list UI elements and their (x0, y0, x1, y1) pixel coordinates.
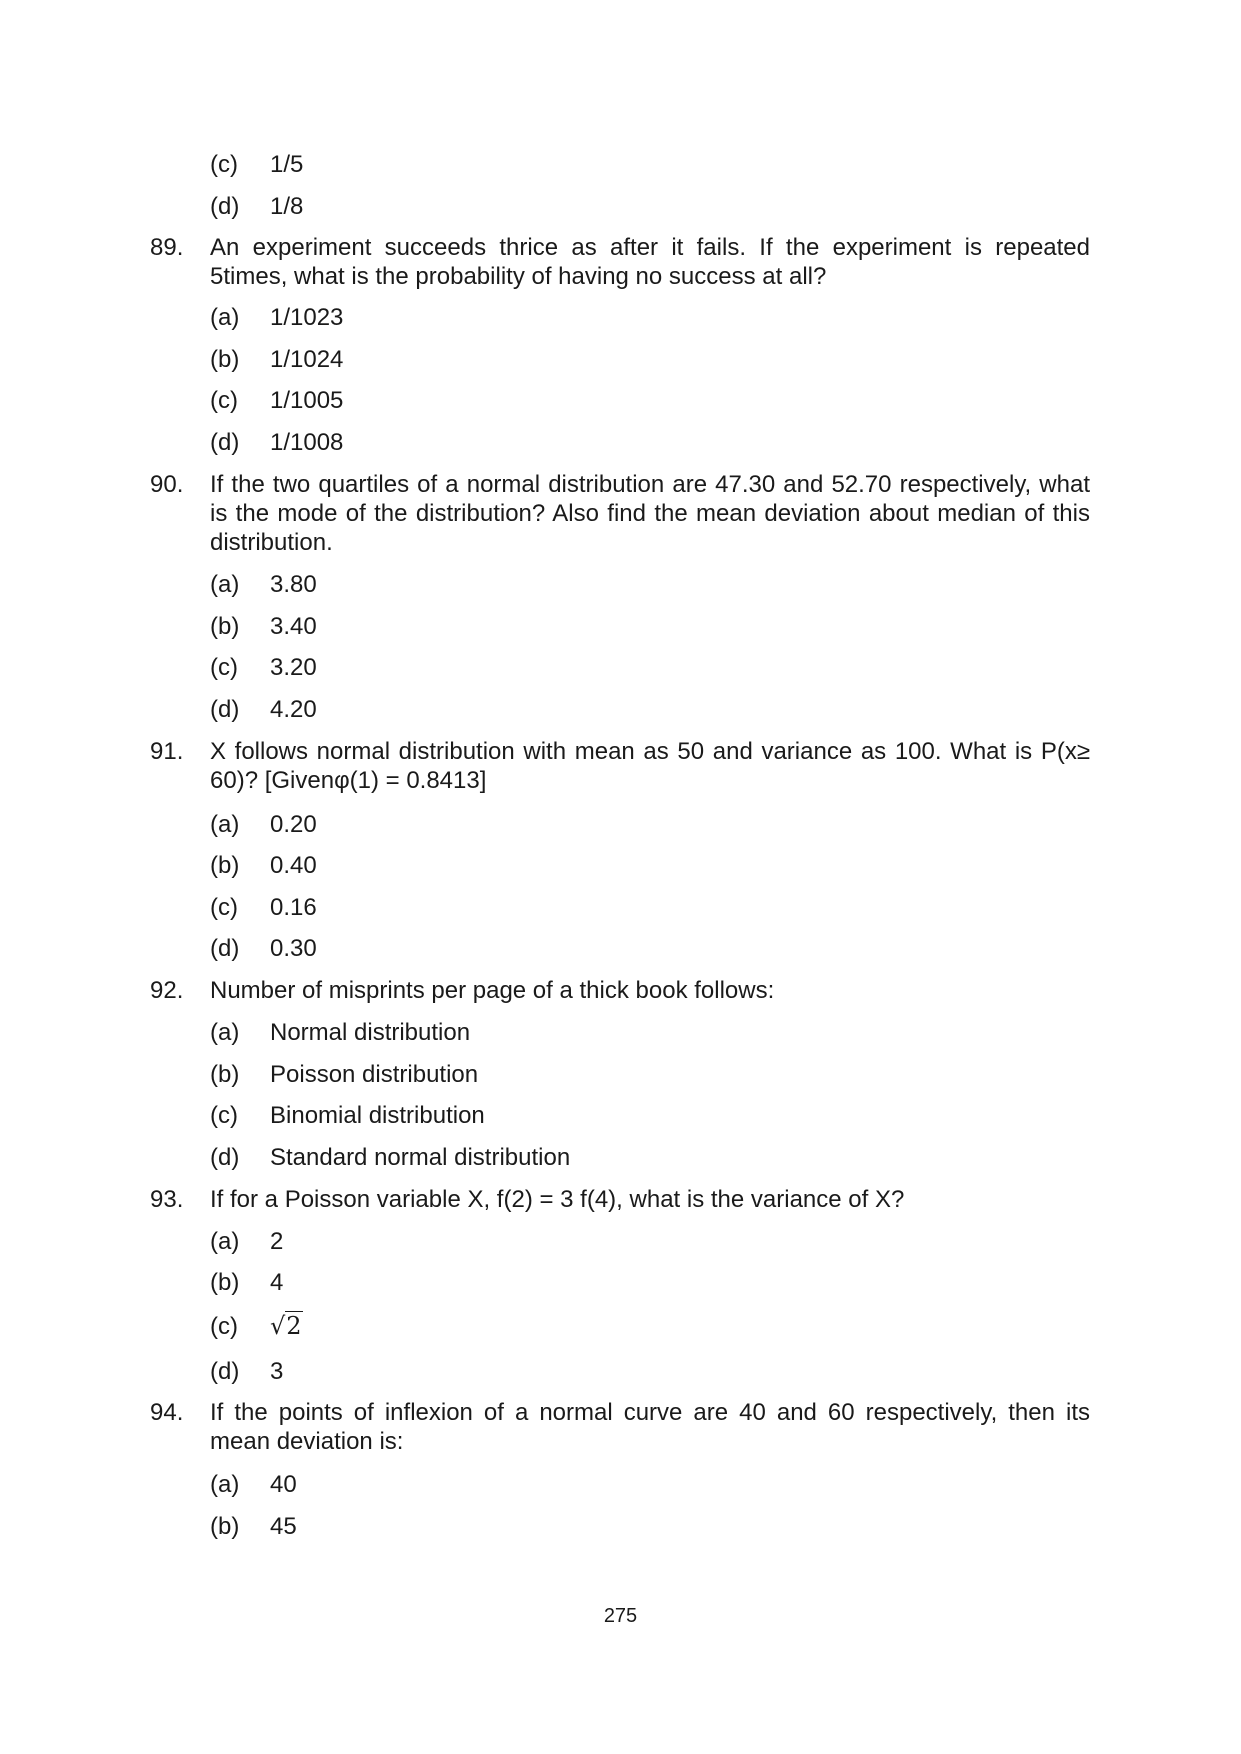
option-row (210, 1512, 297, 1541)
option-label: (b) (210, 613, 240, 640)
option-text: 0.20 (270, 811, 317, 838)
square-root-expression (270, 1311, 303, 1340)
question-text: If the two quartiles of a normal distribution are 47.30 and 52.70 respectively, what is the mode of the distribution? Also find the mean deviation about median of this distribution. (210, 471, 1090, 556)
option-label: (a) (210, 1471, 240, 1498)
option-row (210, 851, 317, 880)
question-text: X follows normal distribution with mean as 50 and variance as 100. What is P(x≥ 60)? [Givenφ(1) = 0.8413] (210, 738, 1090, 794)
option-row (210, 1227, 283, 1256)
option-text: Binomial distribution (270, 1102, 485, 1129)
option-row (210, 1018, 470, 1047)
question-90 (150, 470, 1090, 557)
option-row (210, 612, 317, 641)
option-text: 2 (270, 1228, 284, 1255)
option-label: (a) (210, 571, 240, 598)
radicand: 2 (286, 1312, 302, 1340)
option-label: (a) (210, 1019, 240, 1046)
option-label: (d) (210, 696, 240, 723)
question-number: 90. (150, 471, 184, 498)
option-text: Poisson distribution (270, 1061, 479, 1088)
option-label: (b) (210, 1269, 240, 1296)
option-text: 0.30 (270, 935, 317, 962)
option-label: (d) (210, 1144, 240, 1171)
option-text: 1/5 (270, 151, 304, 178)
option-text: 1/1005 (270, 387, 344, 414)
option-label: (a) (210, 304, 240, 331)
option-row (210, 1357, 283, 1386)
option-label: (a) (210, 1228, 240, 1255)
option-text: 1/1024 (270, 346, 344, 373)
option-text: 4 (270, 1269, 284, 1296)
option-text: 3.20 (270, 654, 317, 681)
option-label: (b) (210, 852, 240, 879)
option-text: 1/1008 (270, 429, 344, 456)
option-row (210, 1312, 303, 1341)
question-number: 92. (150, 977, 184, 1004)
option-label: (c) (210, 151, 238, 178)
option-row (210, 345, 343, 374)
option-label: (b) (210, 1513, 240, 1540)
option-label: (c) (210, 1102, 238, 1129)
question-94 (150, 1398, 1090, 1456)
option-label: (b) (210, 346, 240, 373)
page-number: 275 (603, 1605, 638, 1627)
option-label: (a) (210, 811, 240, 838)
question-text: Number of misprints per page of a thick book follows: (210, 977, 775, 1004)
option-text: 3 (270, 1358, 284, 1385)
option-row (210, 695, 317, 724)
question-93 (150, 1185, 1090, 1214)
option-label: (b) (210, 1061, 240, 1088)
option-text: 3.80 (270, 571, 317, 598)
option-row (210, 428, 343, 457)
option-text: 0.40 (270, 852, 317, 879)
option-label: (c) (210, 894, 238, 921)
option-text: Normal distribution (270, 1019, 471, 1046)
option-text: 1/1023 (270, 304, 344, 331)
option-row (210, 893, 317, 922)
question-number: 89. (150, 234, 184, 261)
option-text: 3.40 (270, 613, 317, 640)
question-text: If the points of inflexion of a normal curve are 40 and 60 respectively, then its mean deviation is: (210, 1399, 1090, 1455)
radical-sign: √ (270, 1312, 286, 1340)
option-text: 45 (270, 1513, 297, 1540)
option-label: (d) (210, 429, 240, 456)
option-row (210, 810, 317, 839)
option-row (210, 1268, 283, 1297)
option-text: Standard normal distribution (270, 1144, 571, 1171)
option-text: 0.16 (270, 894, 317, 921)
option-label: (d) (210, 935, 240, 962)
option-label: (c) (210, 1313, 238, 1340)
option-text: 40 (270, 1471, 297, 1498)
option-row (210, 934, 317, 963)
option-row (210, 1060, 478, 1089)
option-row (210, 192, 303, 221)
option-row (210, 570, 317, 599)
option-text: 1/8 (270, 193, 304, 220)
option-label: (d) (210, 193, 240, 220)
option-row (210, 150, 303, 179)
question-89 (150, 233, 1090, 291)
question-number: 93. (150, 1186, 184, 1213)
option-label: (d) (210, 1358, 240, 1385)
option-text: 4.20 (270, 696, 317, 723)
option-row (210, 1143, 570, 1172)
option-row (210, 386, 343, 415)
option-label: (c) (210, 387, 238, 414)
option-row (210, 303, 343, 332)
question-number: 94. (150, 1399, 184, 1426)
question-number: 91. (150, 738, 184, 765)
question-92 (150, 976, 1090, 1005)
option-row (210, 1470, 297, 1499)
option-row (210, 653, 317, 682)
question-text: An experiment succeeds thrice as after it fails. If the experiment is repeated 5times, what is the probability of having no success at all? (210, 234, 1090, 290)
option-row (210, 1101, 485, 1130)
question-91 (150, 737, 1090, 795)
option-label: (c) (210, 654, 238, 681)
question-text: If for a Poisson variable X, f(2) = 3 f(4), what is the variance of X? (210, 1186, 905, 1213)
